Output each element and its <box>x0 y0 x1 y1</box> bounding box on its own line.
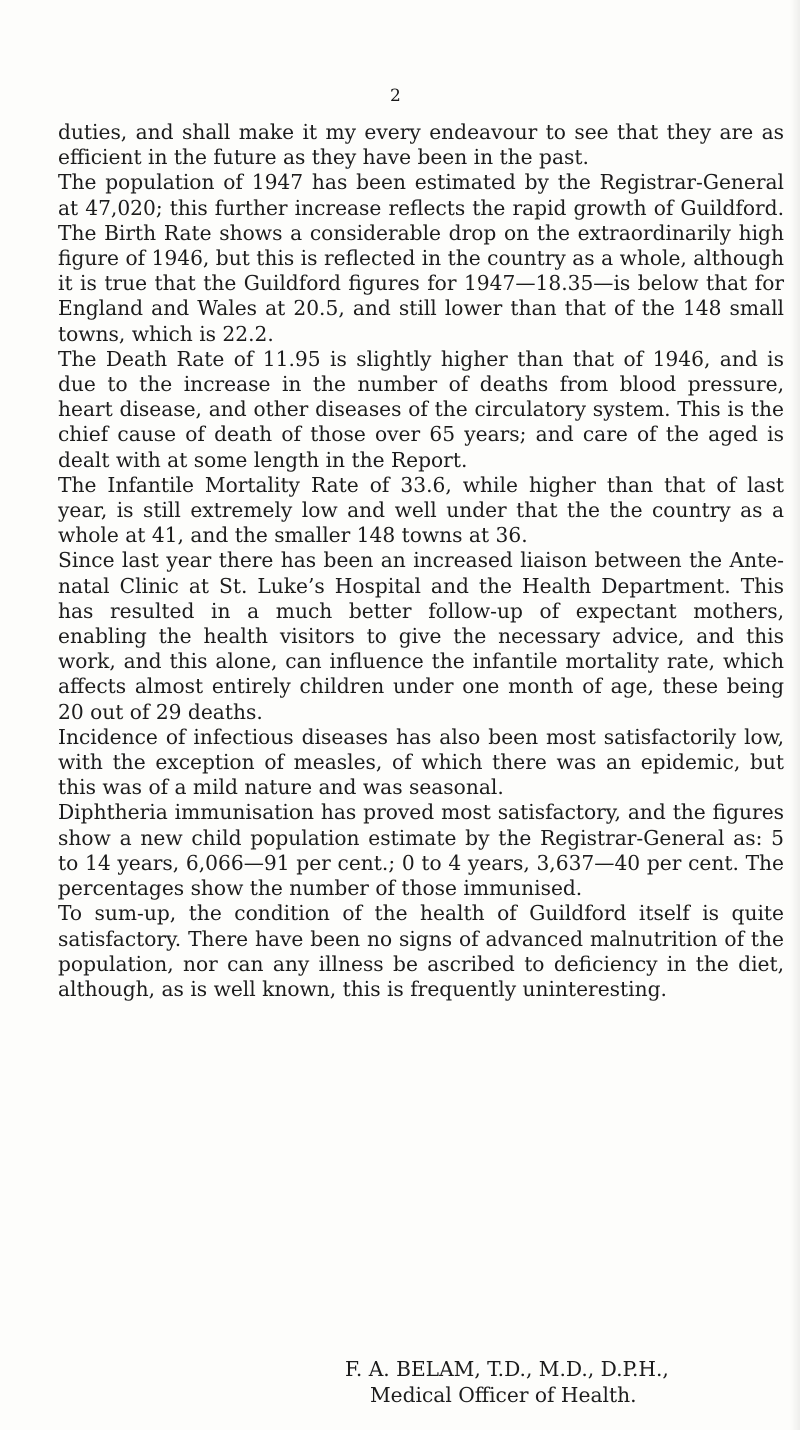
paragraph-diphtheria: Diphtheria immunisation has proved most satisfactory, and the figures show a new child population estimate by the Registrar-General as: 5 to 14 years, 6,066—91 per cent.; 0 to 4 years, 3,637—40 per cent. The percentages show the number of those immunised. <box>58 800 784 901</box>
report-body <box>58 120 784 1002</box>
paragraph-death-rate: The Death Rate of 11.95 is slightly higher than that of 1946, and is due to the increase in the number of deaths from blood pressure, heart disease, and other diseases of the circulatory system. This is the chief cause of death of those over 65 years; and care of the aged is dealt with at some length in the Report. <box>58 346 784 472</box>
page-number: 2 <box>390 86 401 106</box>
paragraph-population: The population of 1947 has been estimated by the Registrar-General at 47,020; this further increase reflects the rapid growth of Guildford. The Birth Rate shows a considerable drop on the extraordinarily high figure of 1946, but this is reflected in the country as a whole, although it is true that the Guildford figures for 1947—18.35—is below that for England and Wales at 20.5, and still lower than that of the 148 small towns, which is 22.2. <box>58 170 784 346</box>
paragraph-liaison: Since last year there has been an increased liaison between the Ante-natal Clinic at St. Luke’s Hospital and the Health Department. This has resulted in a much better follow-up of expectant mothers, enabling the health visitors to give the necessary advice, and this work, and this alone, can influence the infantile mortality rate, which affects almost entirely children under one month of age, these being 20 out of 29 deaths. <box>58 548 784 724</box>
paragraph-infectious-diseases: Incidence of infectious diseases has also been most satisfactorily low, with the exception of measles, of which there was an epidemic, but this was of a mild nature and was seasonal. <box>58 724 784 800</box>
page-edge-shadow <box>790 0 800 1430</box>
paragraph-infantile-mortality: The Infantile Mortality Rate of 33.6, while higher than that of last year, is still extremely low and well under that the the country as a whole at 41, and the smaller 148 towns at 36. <box>58 472 784 548</box>
paragraph-summary: To sum-up, the condition of the health of Guildford itself is quite satisfactory. There have been no signs of advanced malnutrition of the population, nor can any illness be ascribed to deficiency in the diet, although, as is well known, this is frequently uninteresting. <box>58 901 784 1001</box>
signature-name: F. A. BELAM, T.D., M.D., D.P.H., <box>345 1357 669 1381</box>
signature-title: Medical Officer of Health. <box>370 1383 637 1407</box>
paragraph-duties: duties, and shall make it my every endeavour to see that they are as efficient in the future as they have been in the past. <box>58 120 784 170</box>
